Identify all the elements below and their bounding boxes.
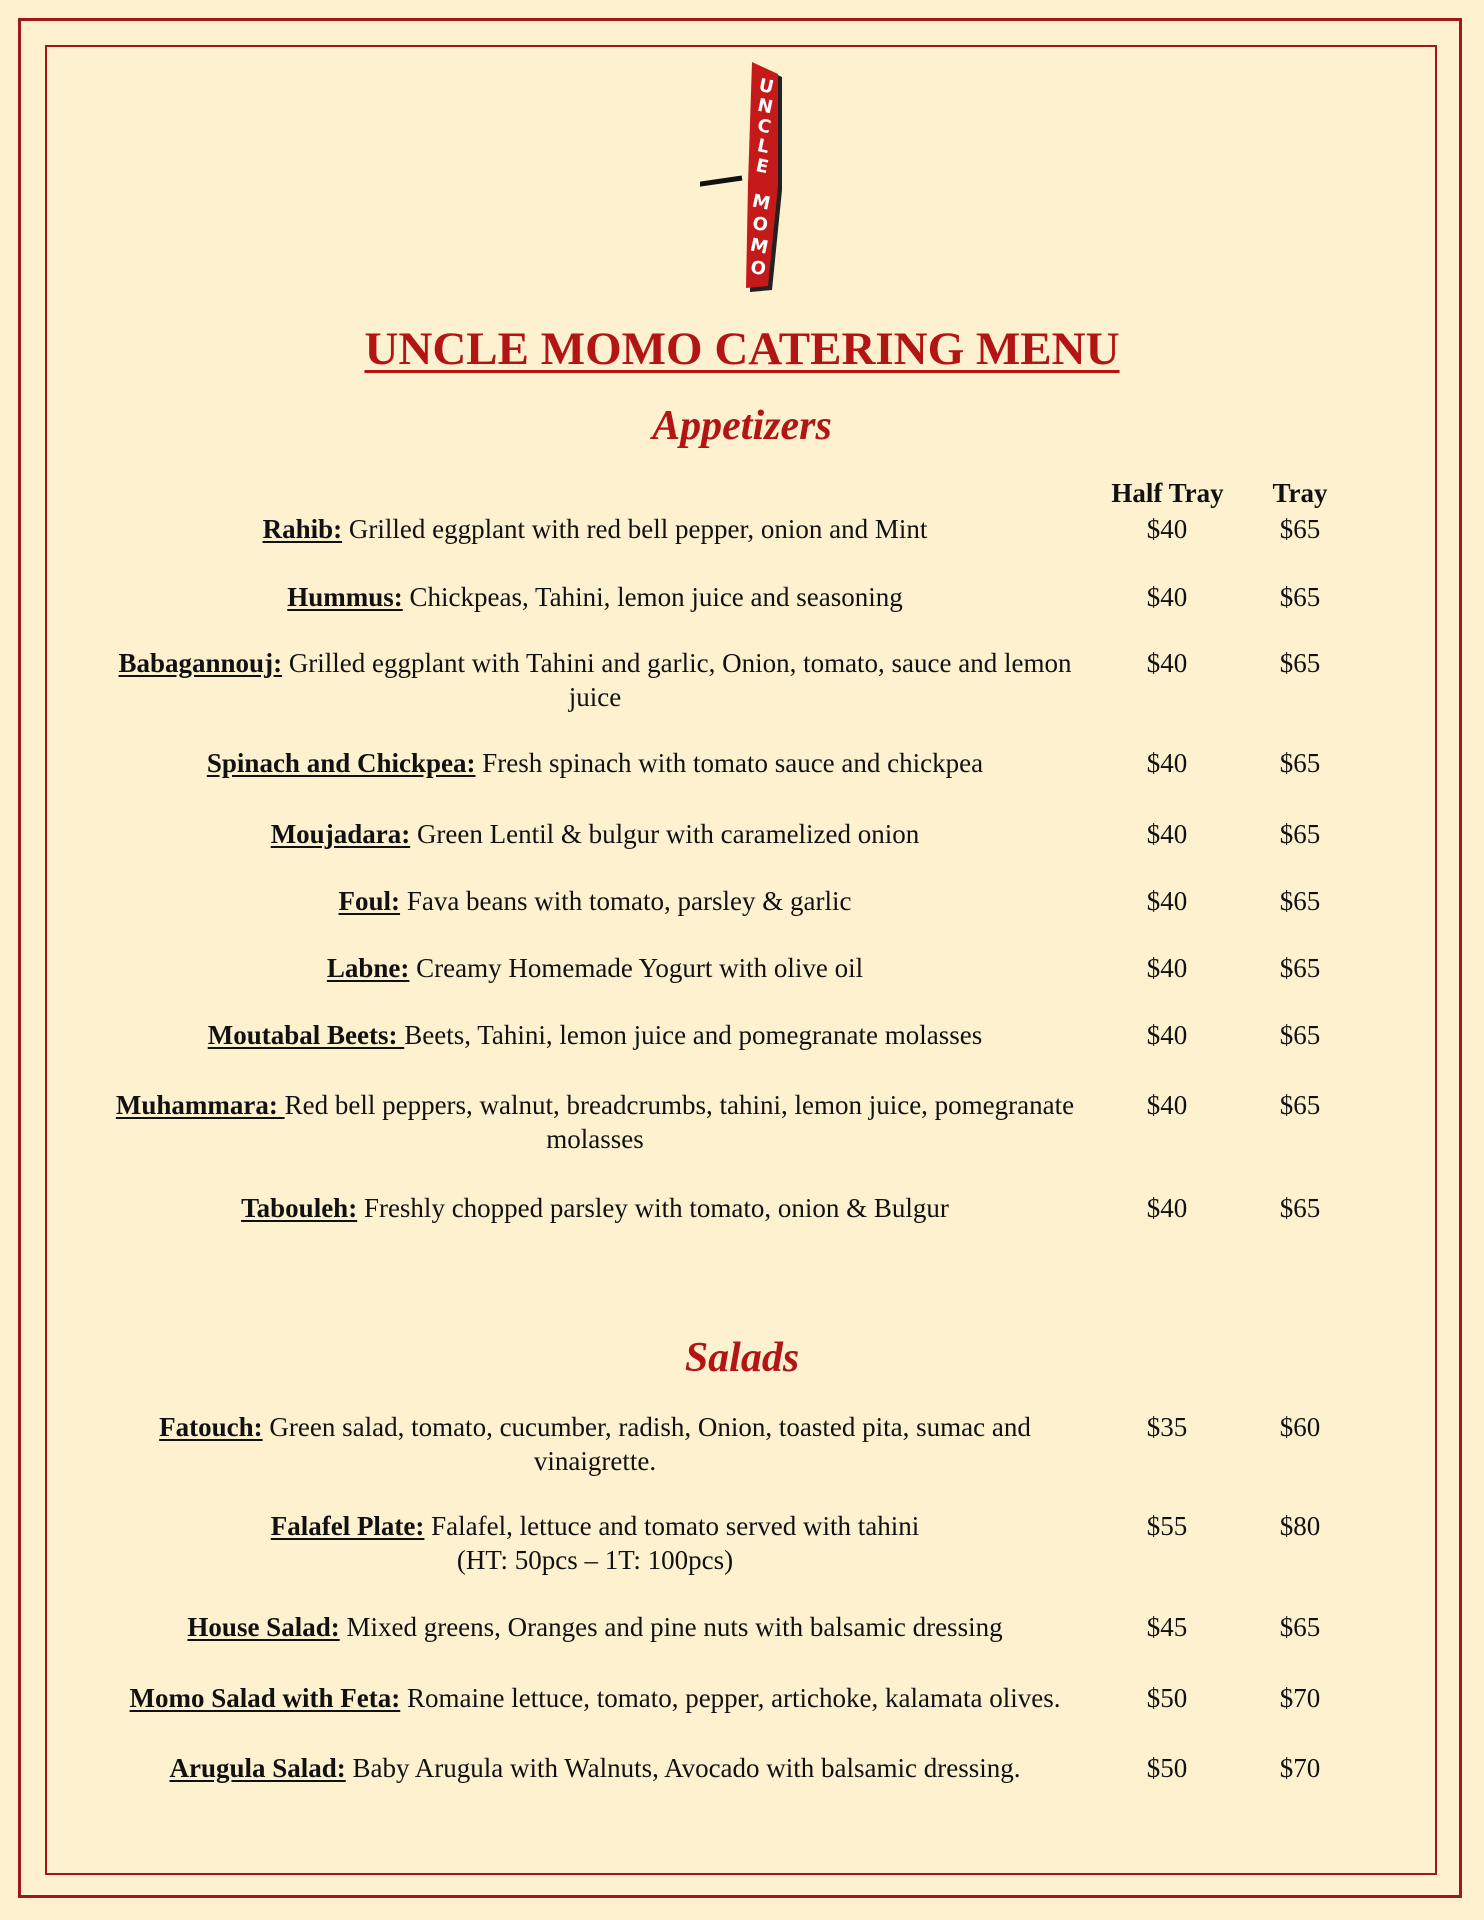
price-tray: $65 [1279, 1090, 1321, 1120]
menu-item-arugula-salad [110, 1751, 1080, 1785]
price-half-tray: $40 [1146, 748, 1188, 778]
item-desc: Creamy Homemade Yogurt with olive oil [409, 953, 864, 983]
price-tray: $60 [1279, 1412, 1321, 1442]
price-tray: $65 [1279, 886, 1321, 916]
section-heading-salads: Salads [684, 1335, 800, 1381]
svg-text:O: O [748, 256, 768, 281]
item-desc: Freshly chopped parsley with tomato, onion & Bulgur [357, 1193, 949, 1223]
menu-item-spinach-chickpea [110, 746, 1080, 780]
price-tray: $65 [1279, 648, 1321, 678]
svg-text:L: L [755, 135, 771, 159]
price-half-tray: $35 [1146, 1412, 1188, 1442]
item-name: Spinach and Chickpea: [206, 748, 476, 778]
menu-item-babagannouj [110, 646, 1080, 714]
price-half-tray: $40 [1146, 582, 1188, 612]
svg-text:C: C [755, 114, 773, 139]
menu-item-hummus [110, 580, 1080, 614]
menu-item-rahib [110, 512, 1080, 546]
menu-item-tabouleh [110, 1191, 1080, 1225]
item-name: Babagannouj: [118, 648, 283, 678]
item-name: Arugula Salad: [169, 1753, 346, 1783]
price-tray: $65 [1279, 819, 1321, 849]
item-desc: Green Lentil & bulgur with caramelized onion [410, 819, 920, 849]
price-half-tray: $40 [1146, 1193, 1188, 1223]
menu-item-falafel-plate [110, 1509, 1080, 1577]
price-half-tray: $50 [1146, 1753, 1188, 1783]
uncle-momo-logo [700, 60, 830, 300]
price-half-tray: $40 [1146, 819, 1188, 849]
price-tray: $65 [1279, 514, 1321, 544]
menu-item-momo-salad-feta [110, 1681, 1080, 1715]
menu-item-foul [110, 884, 1080, 918]
svg-text:M: M [748, 234, 771, 259]
price-half-tray: $55 [1146, 1511, 1188, 1541]
item-name: Fatouch: [159, 1412, 263, 1442]
price-half-tray: $40 [1146, 1090, 1188, 1120]
item-desc: Romaine lettuce, tomato, pepper, artichoke, kalamata olives. [400, 1683, 1061, 1713]
svg-text:M: M [750, 190, 773, 215]
item-name: Hummus: [287, 582, 403, 612]
menu-item-moutabal-beets [110, 1018, 1080, 1052]
menu-item-fatouch [110, 1410, 1080, 1478]
price-tray: $70 [1279, 1753, 1321, 1783]
price-half-tray: $40 [1146, 886, 1188, 916]
item-desc: Fresh spinach with tomato sauce and chickpea [475, 748, 984, 778]
price-tray: $65 [1279, 953, 1321, 983]
price-tray: $65 [1279, 1612, 1321, 1642]
svg-text:N: N [755, 94, 775, 119]
item-desc: Grilled eggplant with red bell pepper, onion and Mint [342, 514, 928, 544]
svg-text:U: U [756, 74, 776, 99]
item-name: Rahib: [262, 514, 343, 544]
menu-item-labne [110, 951, 1080, 985]
menu-item-house-salad [110, 1610, 1080, 1644]
price-half-tray: $40 [1146, 953, 1188, 983]
item-name: Moutabal Beets: [207, 1020, 405, 1050]
price-tray: $65 [1279, 748, 1321, 778]
price-half-tray: $40 [1146, 648, 1188, 678]
item-desc: Beets, Tahini, lemon juice and pomegranate molasses [404, 1020, 983, 1050]
item-name: Moujadara: [270, 819, 411, 849]
price-half-tray: $45 [1146, 1612, 1188, 1642]
item-name: Falafel Plate: [270, 1511, 425, 1541]
price-tray: $65 [1279, 1020, 1321, 1050]
item-desc: Grilled eggplant with Tahini and garlic, Onion, tomato, sauce and lemon juice [282, 648, 1072, 712]
price-tray: $65 [1279, 1193, 1321, 1223]
section-heading-appetizers: Appetizers [652, 403, 832, 449]
item-name: Foul: [338, 886, 401, 916]
item-desc: Mixed greens, Oranges and pine nuts with balsamic dressing [339, 1612, 1003, 1642]
item-desc-note: (HT: 50pcs – 1T: 100pcs) [456, 1545, 734, 1575]
svg-text:O: O [750, 212, 770, 237]
item-desc: Green salad, tomato, cucumber, radish, Onion, toasted pita, sumac and vinaigrette. [262, 1412, 1031, 1476]
item-name: Momo Salad with Feta: [129, 1683, 401, 1713]
item-desc: Chickpeas, Tahini, lemon juice and seasoning [402, 582, 903, 612]
price-half-tray: $50 [1146, 1683, 1188, 1713]
price-tray: $65 [1279, 582, 1321, 612]
menu-item-muhammara [110, 1088, 1080, 1156]
menu-item-moujadara [110, 817, 1080, 851]
item-name: Tabouleh: [241, 1193, 358, 1223]
item-desc: Falafel, lettuce and tomato served with tahini [424, 1511, 920, 1541]
price-half-tray: $40 [1146, 514, 1188, 544]
price-half-tray: $40 [1146, 1020, 1188, 1050]
item-desc: Baby Arugula with Walnuts, Avocado with balsamic dressing. [345, 1753, 1021, 1783]
column-header-half-tray: Half Tray [1111, 478, 1224, 508]
item-name: Muhammara: [115, 1090, 285, 1120]
price-tray: $80 [1279, 1511, 1321, 1541]
item-name: Labne: [326, 953, 410, 983]
column-header-tray: Tray [1272, 478, 1328, 508]
item-desc: Fava beans with tomato, parsley & garlic [400, 886, 852, 916]
price-tray: $70 [1279, 1683, 1321, 1713]
item-desc: Red bell peppers, walnut, breadcrumbs, tahini, lemon juice, pomegranate molasses [284, 1090, 1075, 1154]
svg-text:E: E [753, 155, 771, 179]
item-name: House Salad: [187, 1612, 340, 1642]
page-title: UNCLE MOMO CATERING MENU [364, 323, 1120, 375]
